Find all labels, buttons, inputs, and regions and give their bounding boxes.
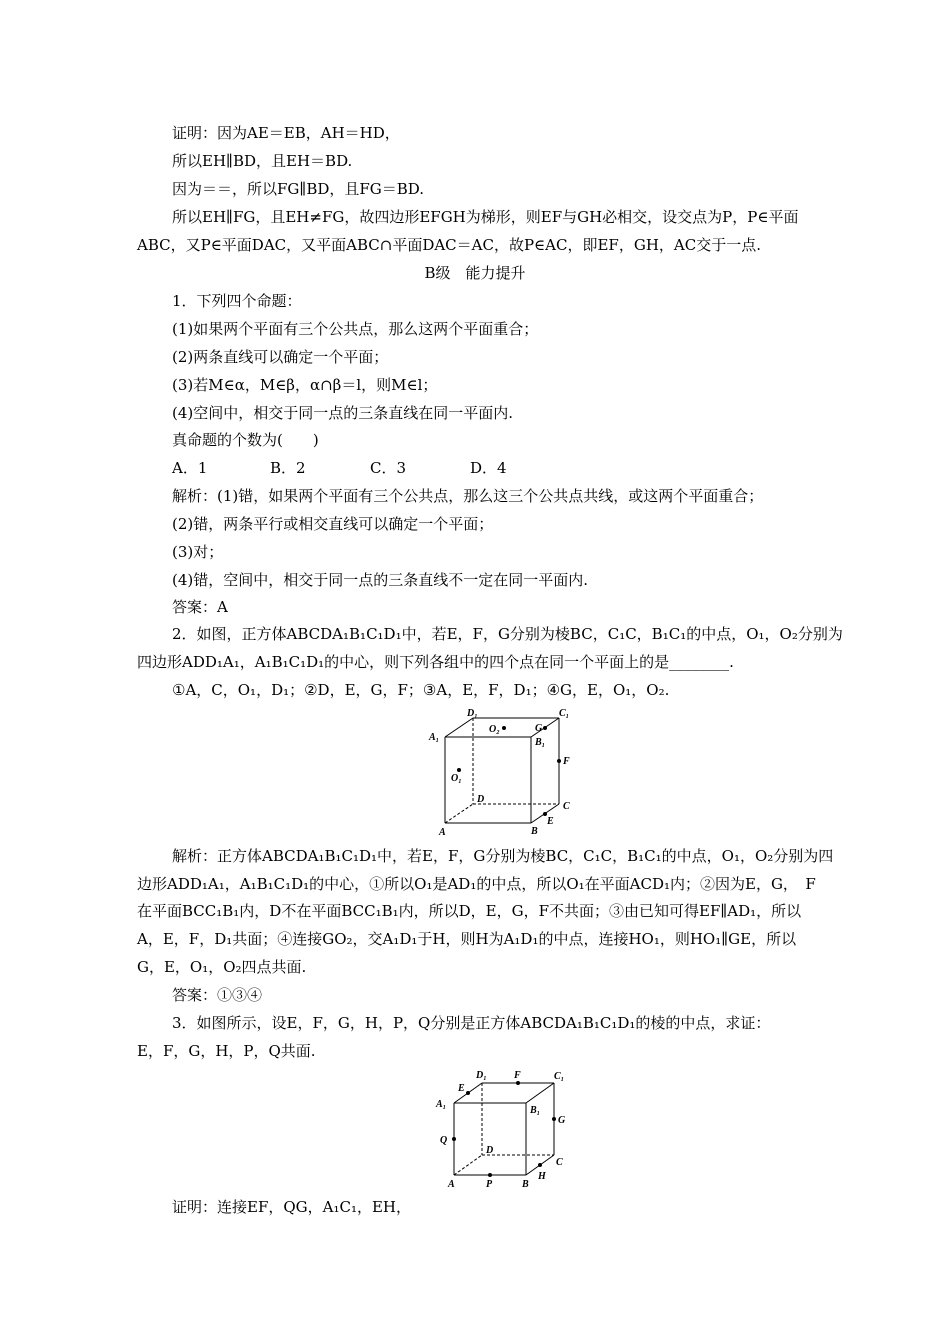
label-f: F xyxy=(563,756,570,767)
label-g: G xyxy=(558,1115,566,1126)
proof-line-2: 所以EH∥BD，且EH＝BD. xyxy=(172,152,353,170)
solution-2-line-4: A，E，F，D₁共面；④连接GO₂，交A₁D₁于H，则H为A₁D₁的中点，连接HO₁，则HO₁∥GE，所以 xyxy=(137,930,797,948)
label-c1: C₁ xyxy=(559,708,570,719)
question-2-line-2: 四边形ADD₁A₁，A₁B₁C₁D₁的中心，则下列各组中的四个点在同一个平面上的是________. xyxy=(137,653,734,671)
proof-line-5: ABC，又P∈平面DAC，又平面ABC∩平面DAC＝AC，故P∈AC，即EF，GH，AC交于一点. xyxy=(137,236,761,254)
question-3-line-1: 3．如图所示，设E，F，G，H，P，Q分别是正方体ABCDA₁B₁C₁D₁的棱的中点，求证： xyxy=(172,1014,771,1032)
proof-line-4: 所以EH∥FG，且EH≠FG，故四边形EFGH为梯形，则EF与GH必相交，设交点为P，P∈平面 xyxy=(172,208,799,226)
label-d: D xyxy=(486,1145,494,1156)
question-2-line-1: 2．如图，正方体ABCDA₁B₁C₁D₁中，若E，F，G分别为棱BC，C₁C，B₁C₁的中点，O₁，O₂分别为 xyxy=(172,625,843,643)
question-1-item-3: (3)若M∈α，M∈β，α∩β＝l，则M∈l； xyxy=(172,376,438,394)
label-d1: D₁ xyxy=(476,1070,487,1081)
label-a1: A₁ xyxy=(429,732,440,743)
option-c: C．3 xyxy=(370,459,407,477)
section-heading: B级 能力提升 xyxy=(424,264,526,282)
label-a: A xyxy=(448,1179,455,1190)
cube-figure-2 xyxy=(430,1065,580,1195)
solution-1-line-1: 解析：(1)错，如果两个平面有三个公共点，那么这三个公共点共线，或这两个平面重合； xyxy=(172,487,764,505)
label-b1: B₁ xyxy=(530,1105,541,1116)
label-e: E xyxy=(547,816,554,827)
proof-3-line-1: 证明：连接EF，QG，A₁C₁，EH， xyxy=(172,1198,412,1216)
label-d1: D₁ xyxy=(467,708,478,719)
label-b1: B₁ xyxy=(535,737,546,748)
proof-line-1: 证明：因为AE＝EB，AH＝HD， xyxy=(172,124,400,142)
label-e: E xyxy=(458,1083,465,1094)
cube-figure-1 xyxy=(425,703,585,838)
label-o2: O₂ xyxy=(489,724,500,735)
label-c: C xyxy=(556,1157,563,1168)
question-1-item-2: (2)两条直线可以确定一个平面； xyxy=(172,348,389,366)
solution-1-line-2: (2)错，两条平行或相交直线可以确定一个平面； xyxy=(172,515,494,533)
solution-2-line-3: 在平面BCC₁B₁内，D不在平面BCC₁B₁内，所以D，E，G，F不共面；③由已知可得EF∥AD₁，所以 xyxy=(137,902,802,920)
solution-2-line-1: 解析：正方体ABCDA₁B₁C₁D₁中，若E，F，G分别为棱BC，C₁C，B₁C₁的中点，O₁，O₂分别为四 xyxy=(172,847,834,865)
label-q: Q xyxy=(440,1135,448,1146)
label-p: P xyxy=(486,1179,493,1190)
label-a: A xyxy=(439,827,446,838)
question-1-ask: 真命题的个数为( ) xyxy=(172,431,319,449)
solution-2-line-2: 边形ADD₁A₁，A₁B₁C₁D₁的中心，①所以O₁是AD₁的中点，所以O₁在平面ACD₁内；②因为E，G， F xyxy=(137,875,816,893)
question-2-line-3: ①A，C，O₁，D₁；②D，E，G，F；③A，E，F，D₁；④G，E，O₁，O₂. xyxy=(172,681,670,699)
question-1-item-4: (4)空间中，相交于同一点的三条直线在同一平面内. xyxy=(172,404,514,422)
solution-1-line-4: (4)错，空间中，相交于同一点的三条直线不一定在同一平面内. xyxy=(172,571,589,589)
label-f: F xyxy=(514,1070,521,1081)
label-d: D xyxy=(477,794,485,805)
proof-line-3: 因为＝＝，所以FG∥BD，且FG＝BD. xyxy=(172,180,425,198)
label-b: B xyxy=(531,826,538,837)
solution-1-line-3: (3)对； xyxy=(172,543,224,561)
label-o1: O₁ xyxy=(451,773,462,784)
solution-2-line-5: G，E，O₁，O₂四点共面. xyxy=(137,958,307,976)
label-g: G xyxy=(535,723,543,734)
option-d: D．4 xyxy=(470,459,507,477)
question-1-item-1: (1)如果两个平面有三个公共点，那么这两个平面重合； xyxy=(172,320,539,338)
label-c: C xyxy=(563,801,570,812)
question-1: 1．下列四个命题： xyxy=(172,292,302,310)
answer-2: 答案：①③④ xyxy=(172,986,263,1004)
option-b: B．2 xyxy=(270,459,306,477)
answer-1: 答案：A xyxy=(172,598,228,616)
label-h: H xyxy=(538,1171,546,1182)
option-a: A．1 xyxy=(172,459,208,477)
question-3-line-2: E，F，G，H，P，Q共面. xyxy=(137,1042,316,1060)
label-a1: A₁ xyxy=(436,1099,447,1110)
label-b: B xyxy=(522,1179,529,1190)
label-c1: C₁ xyxy=(554,1071,565,1082)
